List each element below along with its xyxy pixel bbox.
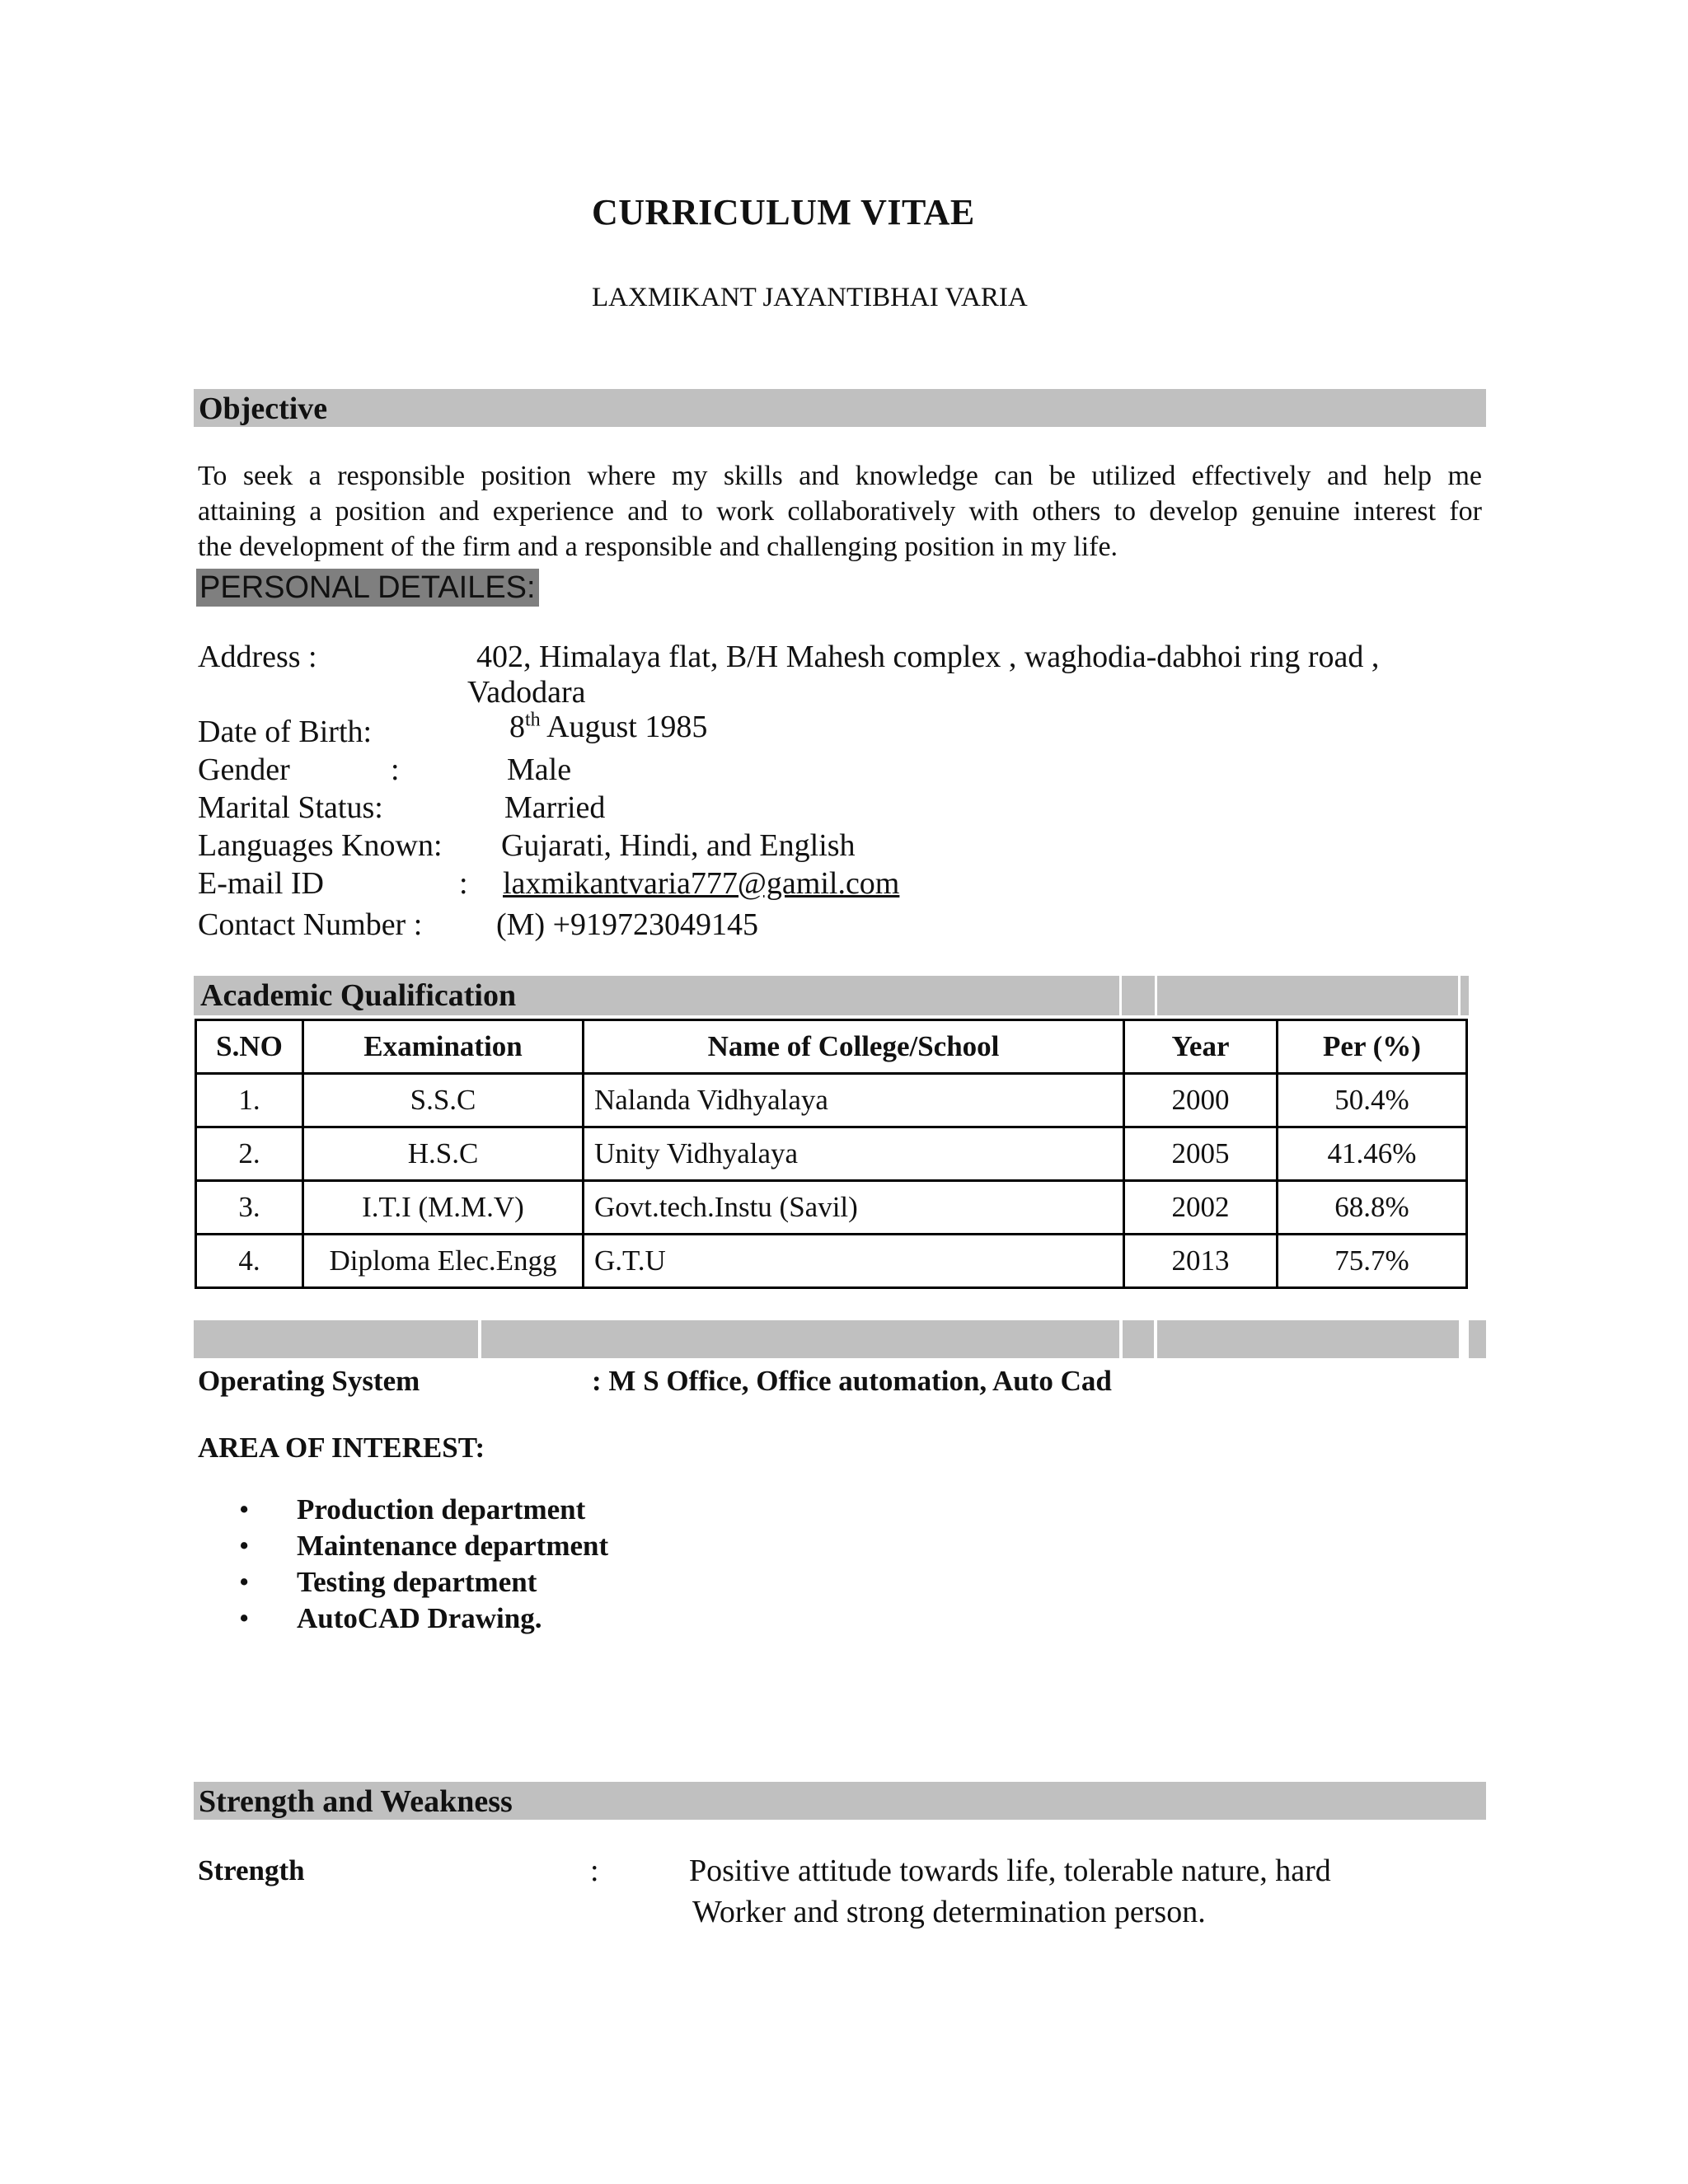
list-item [239,1601,608,1637]
column-header: Name of College/School [584,1020,1124,1074]
table-cell: 68.8% [1278,1181,1467,1235]
gender-colon: : [391,752,400,787]
languages-label: Languages Known: [198,828,443,863]
list-item [239,1564,608,1601]
address-label: Address : [198,640,317,674]
table-cell: 41.46% [1278,1127,1467,1181]
list-item [239,1528,608,1564]
table-cell: 2013 [1124,1235,1278,1288]
column-header: Examination [303,1020,584,1074]
table-row [196,1235,1467,1288]
table-cell: 2002 [1124,1181,1278,1235]
divider [1458,976,1461,1015]
table-cell: Govt.tech.Instu (Savil) [584,1181,1124,1235]
objective-line: attaining a position and experience and to work collaboratively with others to develop genuine interest for [198,496,1482,527]
table-cell: Diploma Elec.Engg [303,1235,584,1288]
table-cell: Unity Vidhyalaya [584,1127,1124,1181]
objective-heading: Objective [199,391,328,426]
strength-colon: : [590,1854,599,1888]
column-header: Year [1124,1020,1278,1074]
interest-list [239,1492,608,1637]
email-label: E-mail ID [198,866,325,901]
bullet-icon: • [239,1566,250,1598]
table-row [196,1127,1467,1181]
dob-rest: August 1985 [540,710,708,744]
dob-label: Date of Birth: [198,715,373,749]
area-of-interest-heading: AREA OF INTEREST: [198,1432,485,1464]
table-cell: 2000 [1124,1074,1278,1127]
separator-bar-segment [481,1320,1119,1358]
column-header: Per (%) [1278,1020,1467,1074]
table-cell: Nalanda Vidhyalaya [584,1074,1124,1127]
os-label: Operating System [198,1365,420,1397]
objective-text [198,458,1482,565]
list-item [239,1492,608,1528]
gender-value: Male [507,752,572,787]
contact-label: Contact Number : [198,907,423,942]
table-cell: 1. [196,1074,303,1127]
interest-item-label: AutoCAD Drawing. [297,1602,542,1634]
email-link[interactable]: laxmikantvaria777@gamil.com [503,866,900,901]
separator-bar-segment [1157,1320,1459,1358]
email-colon: : [459,866,468,901]
table-cell: G.T.U [584,1235,1124,1288]
strength-line-2: Worker and strong determination person. [692,1895,1206,1929]
marital-status-label: Marital Status: [198,790,383,825]
dob-value [509,709,707,745]
strength-label: Strength [198,1854,305,1886]
divider [1119,976,1122,1015]
table-row [196,1074,1467,1127]
bullet-icon: • [239,1493,250,1526]
table-cell: S.S.C [303,1074,584,1127]
academic-heading-bar [194,976,1486,1015]
interest-item-label: Testing department [297,1566,537,1598]
address-line-1: 402, Himalaya flat, B/H Mahesh complex , waghodia-dabhoi ring road , [476,640,1380,674]
candidate-name: LAXMIKANT JAYANTIBHAI VARIA [592,283,1028,312]
languages-value: Gujarati, Hindi, and English [501,828,856,863]
table-cell: 2005 [1124,1127,1278,1181]
strength-weakness-heading: Strength and Weakness [199,1784,513,1819]
os-value: : M S Office, Office automation, Auto Cad [592,1365,1112,1397]
objective-line: To seek a responsible position where my skills and knowledge can be utilized effectively and help me [198,461,1482,491]
table-cell: 3. [196,1181,303,1235]
page-title: CURRICULUM VITAE [592,192,975,232]
separator-bar-segment [1123,1320,1154,1358]
interest-item-label: Maintenance department [297,1530,609,1562]
gender-label: Gender [198,752,290,787]
bullet-icon: • [239,1530,250,1562]
divider [1155,976,1157,1015]
table-cell: I.T.I (M.M.V) [303,1181,584,1235]
table-row [196,1181,1467,1235]
objective-heading-bar [194,389,1486,427]
personal-details-heading: PERSONAL DETAILES: [196,569,539,607]
separator-bar-segment [1469,1320,1486,1358]
marital-status-value: Married [504,790,606,825]
strength-weakness-heading-bar [194,1782,1486,1820]
separator-bar-segment [194,1320,478,1358]
dob-suffix: th [525,709,541,731]
table-cell: H.S.C [303,1127,584,1181]
column-header: S.NO [196,1020,303,1074]
divider [1469,976,1486,1015]
objective-line: the development of the firm and a responsible and challenging position in my life. [198,532,1118,562]
bullet-icon: • [239,1602,250,1634]
interest-item-label: Production department [297,1493,586,1526]
academic-table [195,1019,1468,1289]
table-cell: 50.4% [1278,1074,1467,1127]
table-cell: 2. [196,1127,303,1181]
academic-heading: Academic Qualification [200,978,517,1013]
table-cell: 75.7% [1278,1235,1467,1288]
contact-value: (M) +919723049145 [496,907,759,942]
dob-day: 8 [509,710,525,744]
table-cell: 4. [196,1235,303,1288]
address-line-2: Vadodara [467,675,586,710]
strength-line-1: Positive attitude towards life, tolerable nature, hard [689,1854,1331,1888]
table-header-row [196,1020,1467,1074]
